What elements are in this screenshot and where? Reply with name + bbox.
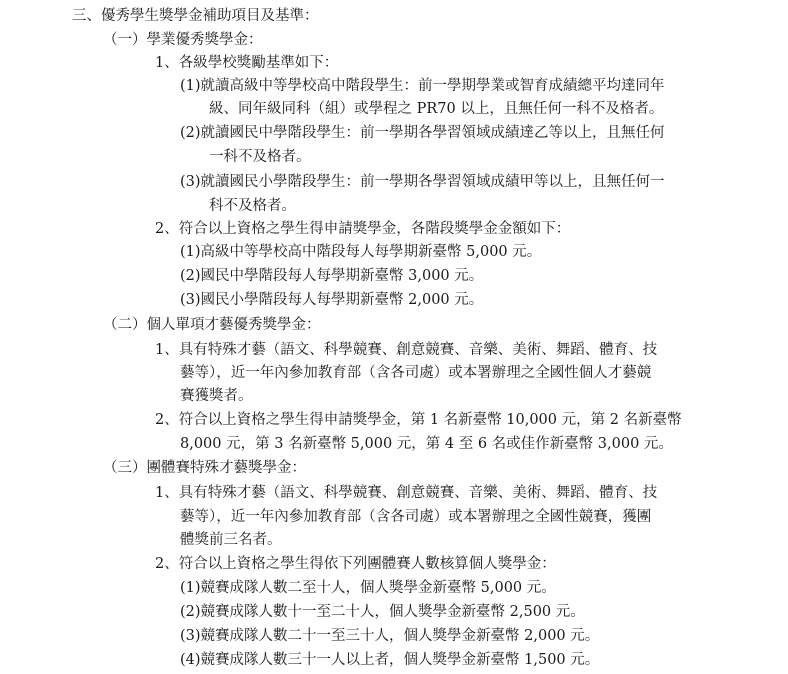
list-item: 2、符合以上資格之學生得申請獎學金，各階段獎學金金額如下：: [155, 221, 571, 237]
list-item: 1、具有特殊才藝（語文、科學競賽、創意競賽、音樂、美術、舞蹈、體育、技: [155, 485, 658, 501]
list-item-continued: 8,000 元，第 3 名新臺幣 5,000 元，第 4 至 6 名或佳作新臺幣 3,000 元。: [180, 436, 673, 452]
sub-list-item-continued: 一科不及格者。: [209, 149, 311, 165]
subsection-title: （三）團體賽特殊才藝獎學金：: [103, 460, 306, 476]
sub-list-item: (1)高級中等學校高中階段每人每學期新臺幣 5,000 元。: [180, 244, 542, 260]
sub-list-item-continued: 科不及格者。: [209, 198, 296, 214]
sub-list-item: (2)競賽成隊人數十一至二十人，個人獎學金新臺幣 2,500 元。: [180, 604, 585, 620]
list-item: 1、具有特殊才藝（語文、科學競賽、創意競賽、音樂、美術、舞蹈、體育、技: [155, 342, 658, 358]
sub-list-item: (1)就讀高級中等學校高中階段學生：前一學期學業或智育成績總平均達同年: [180, 78, 665, 94]
list-item-continued: 藝等），近一年內參加教育部（含各司處）或本署辦理之全國性競賽，獲團: [180, 509, 652, 525]
sub-list-item: (2)國民中學階段每人每學期新臺幣 3,000 元。: [180, 268, 484, 284]
sub-list-item: (2)就讀國民中學階段學生：前一學期各學習領域成績達乙等以上，且無任何: [180, 125, 665, 141]
section-heading: 三、優秀學生獎學金補助項目及基準：: [72, 8, 319, 24]
sub-list-item: (3)國民小學階段每人每學期新臺幣 2,000 元。: [180, 292, 484, 308]
sub-list-item: (3)競賽成隊人數二十一至三十人，個人獎學金新臺幣 2,000 元。: [180, 628, 600, 644]
list-item-continued: 藝等），近一年內參加教育部（含各司處）或本署辦理之全國性個人才藝競: [180, 365, 652, 381]
list-item-continued: 賽獲獎者。: [180, 388, 253, 404]
sub-list-item-continued: 級、同年級同科（組）或學程之 PR70 以上，且無任何一科不及格者。: [209, 101, 664, 117]
list-item-continued: 體獎前三名者。: [180, 532, 282, 548]
list-item: 2、符合以上資格之學生得依下列團體賽人數核算個人獎學金：: [155, 556, 556, 572]
subsection-title: （二）個人單項才藝優秀獎學金：: [103, 317, 321, 333]
sub-list-item: (3)就讀國民小學階段學生：前一學期各學習領域成績甲等以上，且無任何一: [180, 174, 665, 190]
list-item: 1、各級學校獎勵基準如下：: [155, 55, 339, 71]
list-item: 2、符合以上資格之學生得申請獎學金，第 1 名新臺幣 10,000 元，第 2 名新臺幣: [155, 412, 682, 428]
subsection-title: （一）學業優秀獎學金：: [103, 32, 263, 48]
sub-list-item: (4)競賽成隊人數三十一人以上者，個人獎學金新臺幣 1,500 元。: [180, 652, 600, 668]
sub-list-item: (1)競賽成隊人數二至十人，個人獎學金新臺幣 5,000 元。: [180, 580, 556, 596]
